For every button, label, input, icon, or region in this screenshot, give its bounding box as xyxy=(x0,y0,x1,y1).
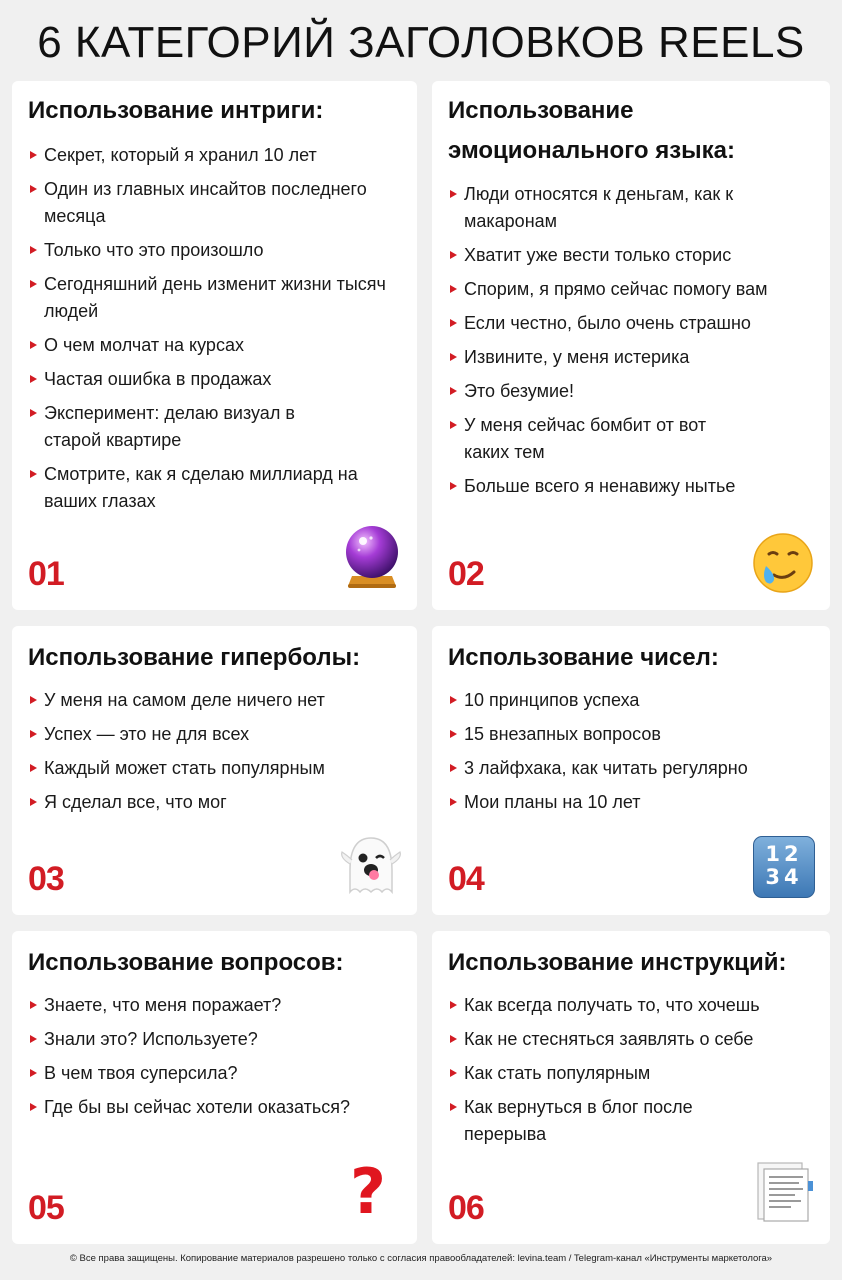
list-item: У меня на самом деле ничего нет xyxy=(28,687,407,714)
card-numbers xyxy=(432,626,830,915)
list-item: Смотрите, как я сделаю миллиард на ваших глазах xyxy=(28,461,368,515)
document-icon xyxy=(754,1159,816,1223)
list-item: В чем твоя суперсила? xyxy=(28,1060,407,1087)
list-item: Частая ошибка в продажах xyxy=(28,366,407,393)
card-number: 06 xyxy=(448,1189,484,1227)
card-number: 01 xyxy=(28,555,64,593)
list-item: Мои планы на 10 лет xyxy=(448,789,820,816)
ghost-icon xyxy=(338,834,404,900)
numbers-icon-bottom: 34 xyxy=(765,865,803,889)
list-item: Это безумие! xyxy=(448,378,820,405)
list-item: 10 принципов успеха xyxy=(448,687,820,714)
card-emotional-language xyxy=(432,81,830,610)
crystal-ball-icon xyxy=(342,524,402,589)
question-mark-icon: ? xyxy=(350,1155,386,1228)
card-title: Использование вопросов: xyxy=(28,949,344,976)
card-title: Использование гиперболы: xyxy=(28,644,361,671)
numbers-icon xyxy=(753,836,815,898)
card-title: Использование чисел: xyxy=(448,644,719,671)
list-item: Один из главных инсайтов последнего месяца xyxy=(28,176,407,230)
list-item: У меня сейчас бомбит от вот каких тем xyxy=(448,412,748,466)
list-item: Знали это? Используете? xyxy=(28,1026,407,1053)
crying-face-icon xyxy=(752,532,814,594)
list-item: Каждый может стать популярным xyxy=(28,755,407,782)
list-item: Как не стесняться заявлять о себе xyxy=(448,1026,820,1053)
list-item: Успех — это не для всех xyxy=(28,721,407,748)
list-item: Как стать популярным xyxy=(448,1060,820,1087)
card-questions xyxy=(12,931,417,1244)
list-item: Эксперимент: делаю визуал в старой квартире xyxy=(28,400,318,454)
card-hyperbole xyxy=(12,626,417,915)
card-title: Использование инструкций: xyxy=(448,949,787,976)
item-list xyxy=(448,181,820,507)
card-intrigue xyxy=(12,81,417,610)
list-item: Люди относятся к деньгам, как к макаронам xyxy=(448,181,778,235)
list-item: Если честно, было очень страшно xyxy=(448,310,820,337)
list-item: Как вернуться в блог после перерыва xyxy=(448,1094,738,1148)
list-item: Спорим, я прямо сейчас помогу вам xyxy=(448,276,820,303)
card-title: Использование интриги: xyxy=(28,97,324,124)
list-item: Знаете, что меня поражает? xyxy=(28,992,407,1019)
page-title: 6 КАТЕГОРИЙ ЗАГОЛОВКОВ REELS xyxy=(37,18,805,67)
list-item: Извините, у меня истерика xyxy=(448,344,820,371)
list-item: Только что это произошло xyxy=(28,237,407,264)
copyright-footer: © Все права защищены. Копирование материалов разрешено только с согласия правообладателей: levina.team / Telegram-канал «Инструменты маркетолога» xyxy=(69,1253,773,1264)
item-list xyxy=(28,992,407,1128)
card-number: 02 xyxy=(448,555,484,593)
list-item: Секрет, который я хранил 10 лет xyxy=(28,142,407,169)
card-number: 04 xyxy=(448,860,484,898)
list-item: Где бы вы сейчас хотели оказаться? xyxy=(28,1094,407,1121)
card-number: 05 xyxy=(28,1189,64,1227)
list-item: 15 внезапных вопросов xyxy=(448,721,820,748)
list-item: Я сделал все, что мог xyxy=(28,789,407,816)
item-list xyxy=(28,687,407,823)
list-item: 3 лайфхака, как читать регулярно xyxy=(448,755,820,782)
list-item: Больше всего я ненавижу нытье xyxy=(448,473,820,500)
list-item: Как всегда получать то, что хочешь xyxy=(448,992,820,1019)
list-item: О чем молчат на курсах xyxy=(28,332,407,359)
list-item: Хватит уже вести только сторис xyxy=(448,242,820,269)
card-title: Использование эмоционального языка: xyxy=(448,97,735,164)
item-list xyxy=(448,687,820,823)
numbers-icon-top: 12 xyxy=(765,842,803,866)
card-number: 03 xyxy=(28,860,64,898)
card-instructions xyxy=(432,931,830,1244)
item-list xyxy=(448,992,820,1155)
item-list xyxy=(28,142,407,522)
list-item: Сегодняшний день изменит жизни тысяч людей xyxy=(28,271,407,325)
